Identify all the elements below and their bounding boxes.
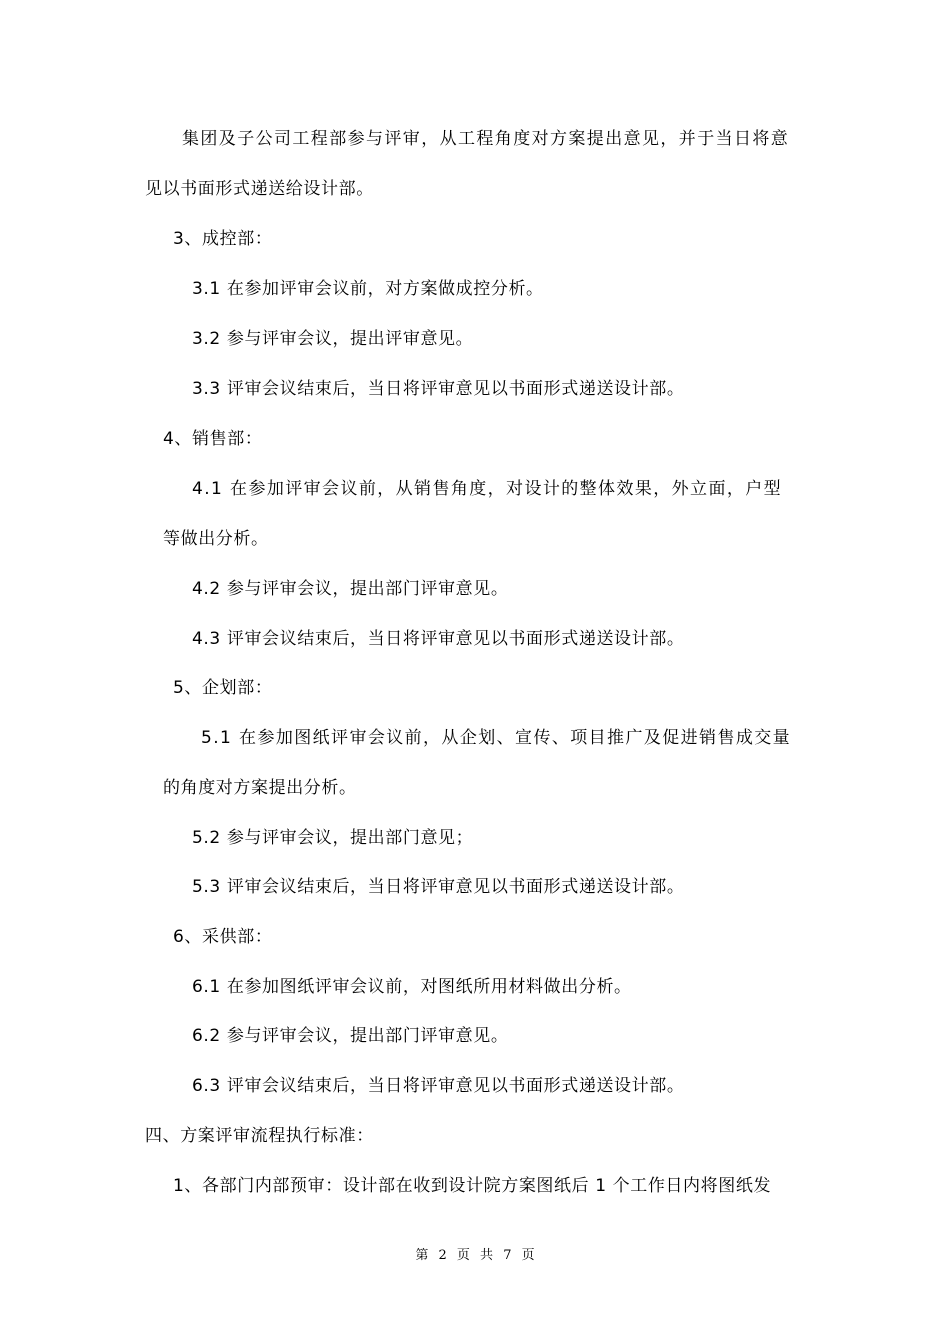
list-item: 5.1 在参加图纸评审会议前，从企划、宣传、项目推广及促进销售成交量 [201,728,792,748]
list-item: 1、各部门内部预审：设计部在收到设计院方案图纸后 1 个工作日内将图纸发 [173,1176,772,1196]
page-number-footer: 第 2 页 共 7 页 [415,1248,535,1263]
list-item: 6.3 评审会议结束后，当日将评审意见以书面形式递送设计部。 [192,1076,685,1096]
list-item: 4.3 评审会议结束后，当日将评审意见以书面形式递送设计部。 [192,629,685,649]
section-heading-sales: 4、销售部： [163,429,263,449]
list-item: 4.2 参与评审会议，提出部门评审意见。 [192,579,509,599]
paragraph-line: 集团及子公司工程部参与评审，从工程角度对方案提出意见，并于当日将意 [182,129,790,149]
list-item: 6.1 在参加图纸评审会议前，对图纸所用材料做出分析。 [192,977,632,997]
paragraph-line: 见以书面形式递送给设计部。 [145,179,374,199]
chapter-heading: 四、方案评审流程执行标准： [145,1126,374,1146]
list-item: 5.3 评审会议结束后，当日将评审意见以书面形式递送设计部。 [192,877,685,897]
section-heading-procurement: 6、采供部： [173,927,273,947]
list-item: 5.2 参与评审会议，提出部门意见； [192,828,474,848]
section-heading-cost-control: 3、成控部： [173,229,273,249]
list-item: 3.3 评审会议结束后，当日将评审意见以书面形式递送设计部。 [192,379,685,399]
paragraph-line: 等做出分析。 [163,529,269,549]
list-item: 6.2 参与评审会议，提出部门评审意见。 [192,1026,509,1046]
paragraph-line: 的角度对方案提出分析。 [163,778,357,798]
list-item: 3.1 在参加评审会议前，对方案做成控分析。 [192,279,544,299]
list-item: 3.2 参与评审会议，提出评审意见。 [192,329,474,349]
list-item: 4.1 在参加评审会议前，从销售角度，对设计的整体效果，外立面，户型 [192,479,783,499]
section-heading-planning: 5、企划部： [173,678,273,698]
